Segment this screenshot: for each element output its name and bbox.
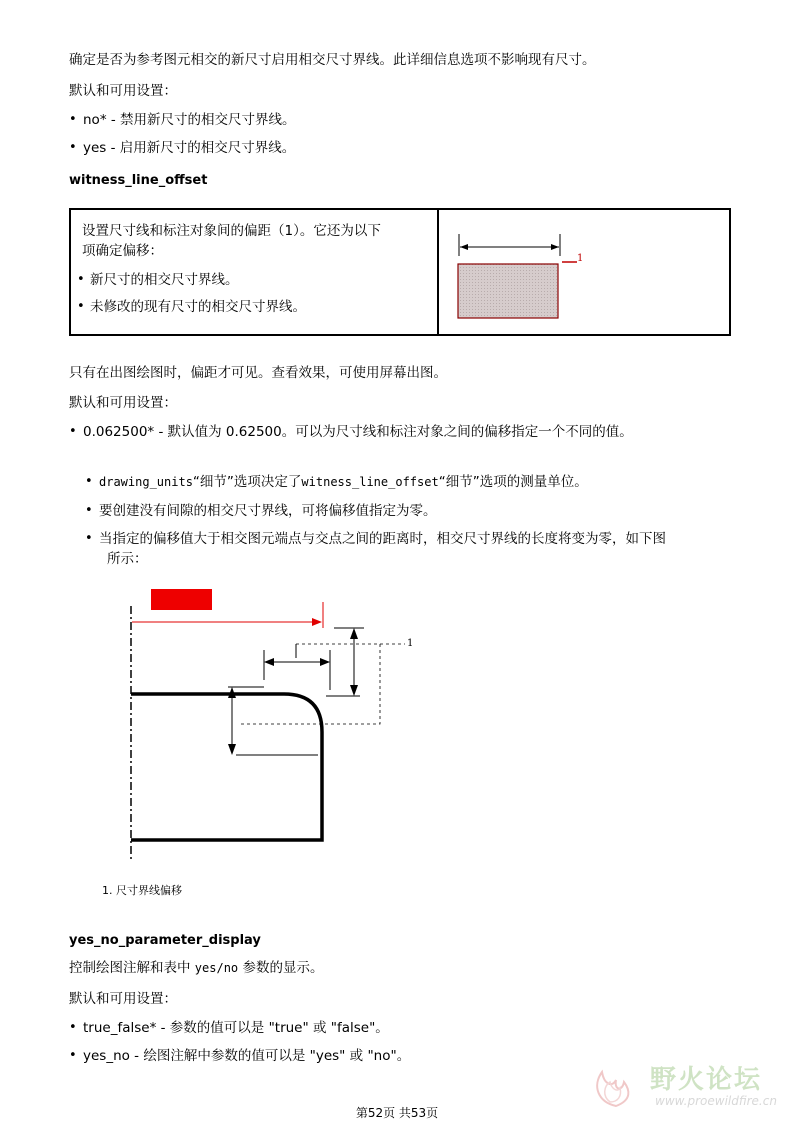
yesno-option-yes-no: yes_no - 绘图注解中参数的值可以是 "yes" 或 "no"。	[83, 1048, 411, 1064]
watermark-text: 野火论坛	[650, 1065, 763, 1095]
flame-logo-icon	[588, 1058, 644, 1110]
bullet-icon: •	[69, 140, 77, 155]
yesno-desc-pre: 控制绘图注解和表中	[69, 960, 195, 976]
code-drawing-units: drawing_units	[99, 475, 193, 489]
note1-end: “细节”选项的测量单位。	[438, 474, 588, 490]
intro-settings-label: 默认和可用设置：	[69, 83, 177, 99]
yesno-settings-label: 默认和可用设置：	[69, 991, 177, 1007]
yesno-option-true-false: true_false* - 参数的值可以是 "true" 或 "false"。	[83, 1020, 389, 1036]
code-yes-no: yes/no	[194, 961, 239, 975]
note-offset-greater-line2: 所示：	[107, 551, 148, 567]
arrow-down-icon	[350, 685, 358, 696]
intro-option-yes: yes - 启用新尺寸的相交尺寸界线。	[83, 140, 296, 156]
diagram-label-1: 1	[407, 638, 414, 649]
section-title-witness-line-offset: witness_line_offset	[69, 173, 208, 188]
yesno-description	[69, 959, 323, 977]
red-arrow-icon	[312, 618, 322, 626]
note1-mid: “细节”选项决定了	[192, 474, 302, 490]
table-item-new: 新尺寸的相交尺寸界线。	[90, 272, 239, 288]
table-item-existing: 未修改的现有尺寸的相交尺寸界线。	[90, 299, 306, 315]
arrow-up-icon	[350, 628, 358, 639]
bullet-icon: •	[69, 112, 77, 127]
bullet-icon: •	[77, 299, 85, 314]
bullet-icon: •	[77, 272, 85, 287]
red-highlight-block	[151, 589, 212, 610]
bullet-icon: •	[85, 531, 93, 546]
figure-caption: 1. 尺寸界线偏移	[102, 884, 182, 897]
arrow-left-icon	[264, 658, 274, 666]
code-witness-line-offset: witness_line_offset	[301, 475, 439, 489]
arrow-right-icon	[320, 658, 330, 666]
arrow-down-icon	[228, 744, 236, 755]
dashed-offset-outline	[240, 644, 380, 724]
figure-label-1: 1	[577, 253, 584, 264]
bullet-icon: •	[69, 1048, 77, 1063]
note-zero-offset: 要创建没有间隙的相交尺寸界线，可将偏移值指定为零。	[99, 503, 437, 519]
watermark-url: www.proewildfire.cn	[655, 1094, 777, 1108]
bullet-icon: •	[69, 1020, 77, 1035]
yesno-desc-post: 参数的显示。	[238, 960, 324, 976]
section-title-yes-no-parameter-display: yes_no_parameter_display	[69, 933, 261, 948]
witness-settings-label: 默认和可用设置：	[69, 395, 177, 411]
visibility-note: 只有在出图绘图时，偏距才可见。查看效果，可使用屏幕出图。	[69, 365, 447, 381]
intro-description: 确定是否为参考图元相交的新尺寸启用相交尺寸界线。此详细信息选项不影响现有尺寸。	[69, 52, 596, 68]
default-option: 0.062500* - 默认值为 0.62500。可以为尺寸线和标注对象之间的偏移指定一个不同的值。	[83, 424, 633, 440]
table-text-line2: 项确定偏移：	[82, 243, 163, 259]
bullet-icon: •	[85, 474, 93, 489]
note-offset-greater-line1: 当指定的偏移值大于相交图元端点与交点之间的距离时，相交尺寸界线的长度将变为零，如下图	[99, 531, 666, 547]
page-footer: 第52页 共53页	[355, 1106, 439, 1120]
bullet-icon: •	[85, 503, 93, 518]
table-text-line1: 设置尺寸线和标注对象间的偏距（1）。它还为以下	[82, 223, 381, 239]
bullet-icon: •	[69, 424, 77, 439]
part-profile	[131, 694, 322, 840]
intro-option-no: no* - 禁用新尺寸的相交尺寸界线。	[83, 112, 296, 128]
